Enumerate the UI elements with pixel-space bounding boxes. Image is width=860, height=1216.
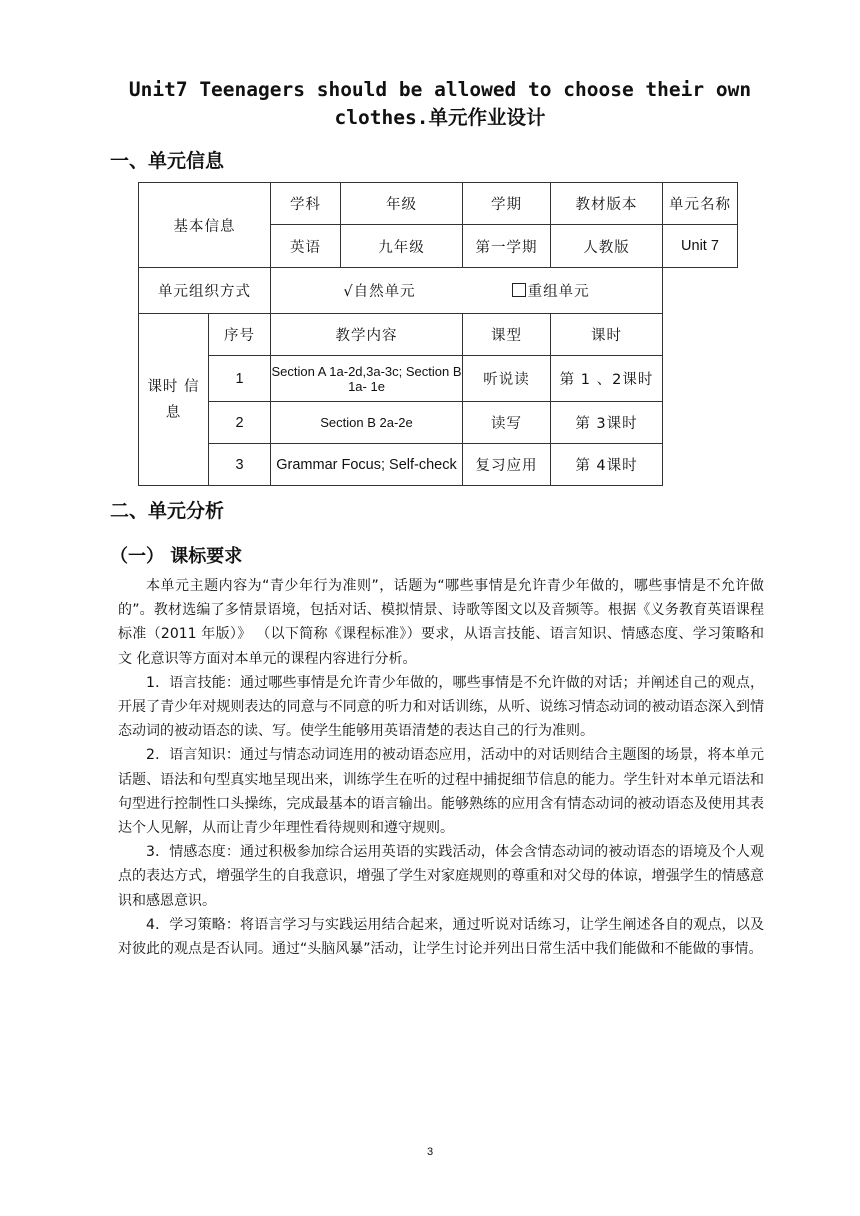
lesson-type: 复习应用 xyxy=(463,444,551,486)
org-natural-unit: √自然单元 xyxy=(343,284,416,300)
lesson-type: 听说读 xyxy=(463,356,551,402)
lesson-content: Grammar Focus; Self-check xyxy=(271,444,463,486)
title-line-2-cn: 单元作业设计 xyxy=(428,106,546,129)
lesson-period: 第 3课时 xyxy=(551,402,663,444)
lesson-period: 第 1 、2课时 xyxy=(551,356,663,402)
header-subject: 学科 xyxy=(271,183,341,225)
paragraph-emotional-attitude: 3．情感态度：通过积极参加综合运用英语的实践活动，体会含情态动词的被动语态的语境及个人观点的表达方式，增强学生的自我意识，增强了学生对家庭规则的尊重和对父母的体谅，增强学生的情感意识和感恩意识。 xyxy=(118,844,764,909)
lesson-content: Section A 1a-2d,3a-3c; Section B 1a- 1e xyxy=(271,356,463,402)
header-teaching-content: 教学内容 xyxy=(271,314,463,356)
analysis-body xyxy=(118,574,764,961)
paragraph-learning-strategy: 4．学习策略：将语言学习与实践运用结合起来，通过听说对话练习，让学生阐述各自的观点，以及对彼此的观点是否认同。通过“头脑风暴”活动，让学生讨论并列出日常生活中我们能做和不能做的事情。 xyxy=(118,916,764,958)
header-sequence: 序号 xyxy=(209,314,271,356)
paragraph-language-skills: 1．语言技能：通过哪些事情是允许青少年做的，哪些事情是不允许做的对话；并阐述自己的观点，开展了青少年对规则表达的同意与不同意的听力和对话训练，从听、说练习情态动词的被动语态深入到情态动词的被动语态的读、写。使学生能够用英语清楚的表达自己的行为准则。 xyxy=(118,674,764,740)
paragraph-intro: 本单元主题内容为“青少年行为准则”，话题为“哪些事情是允许青少年做的，哪些事情是不允许做的”。教材选编了多情景语境，包括对话、模拟情景、诗歌等图文以及音频等。根据《义务教育英语课程标准（2011 年版）》 （以下简称《课程标准》）要求，从语言技能、语言知识、情感态度、学习策略和文 化意识等方面对本单元的课程内容进行分析。 xyxy=(118,578,764,667)
table-row xyxy=(139,183,738,225)
section-heading-unit-analysis: 二、单元分析 xyxy=(110,500,225,522)
header-grade: 年级 xyxy=(341,183,463,225)
table-row xyxy=(139,356,738,402)
value-textbook-version: 人教版 xyxy=(551,225,663,268)
organization-options xyxy=(271,268,663,314)
lesson-info-label: 课时 信息 xyxy=(139,314,209,486)
header-lesson-type: 课型 xyxy=(463,314,551,356)
header-term: 学期 xyxy=(463,183,551,225)
lesson-number: 2 xyxy=(209,402,271,444)
paragraph-language-knowledge: 2．语言知识：通过与情态动词连用的被动语态应用，活动中的对话则结合主题图的场景，将本单元话题、语法和句型真实地呈现出来，训练学生在听的过程中捕捉细节信息的能力。学生针对本单元语法和句型进行控制性口头操练，完成最基本的语言输出。能够熟练的应用含有情态动词的被动语态及使用其表达个人见解，从而让青少年理性看待规则和遵守规则。 xyxy=(118,747,764,837)
page-number: 3 xyxy=(426,1146,434,1158)
lesson-number: 1 xyxy=(209,356,271,402)
organization-label: 单元组织方式 xyxy=(139,268,271,314)
header-unit-name: 单元名称 xyxy=(663,183,738,225)
basic-info-label: 基本信息 xyxy=(139,183,271,268)
section-heading-unit-info: 一、单元信息 xyxy=(110,150,225,172)
lesson-type: 读写 xyxy=(463,402,551,444)
value-subject: 英语 xyxy=(271,225,341,268)
org-regroup-unit: 重组单元 xyxy=(527,284,590,300)
value-unit-name: Unit 7 xyxy=(663,225,738,268)
header-period: 课时 xyxy=(551,314,663,356)
title-line-1: Unit7 Teenagers should be allowed to choose their own xyxy=(128,78,752,101)
table-row xyxy=(139,402,738,444)
unit-info-table xyxy=(138,182,738,486)
value-term: 第一学期 xyxy=(463,225,551,268)
lesson-period: 第 4课时 xyxy=(551,444,663,486)
title-line-2-en: clothes. xyxy=(334,106,429,129)
table-row xyxy=(139,268,738,314)
value-grade: 九年级 xyxy=(341,225,463,268)
document-title xyxy=(100,76,780,132)
table-row xyxy=(139,444,738,486)
lesson-number: 3 xyxy=(209,444,271,486)
table-row xyxy=(139,314,738,356)
header-textbook-version: 教材版本 xyxy=(551,183,663,225)
checkbox-icon xyxy=(512,283,526,297)
lesson-content: Section B 2a-2e xyxy=(271,402,463,444)
subsection-heading-curriculum: （一） 课标要求 xyxy=(110,546,243,567)
